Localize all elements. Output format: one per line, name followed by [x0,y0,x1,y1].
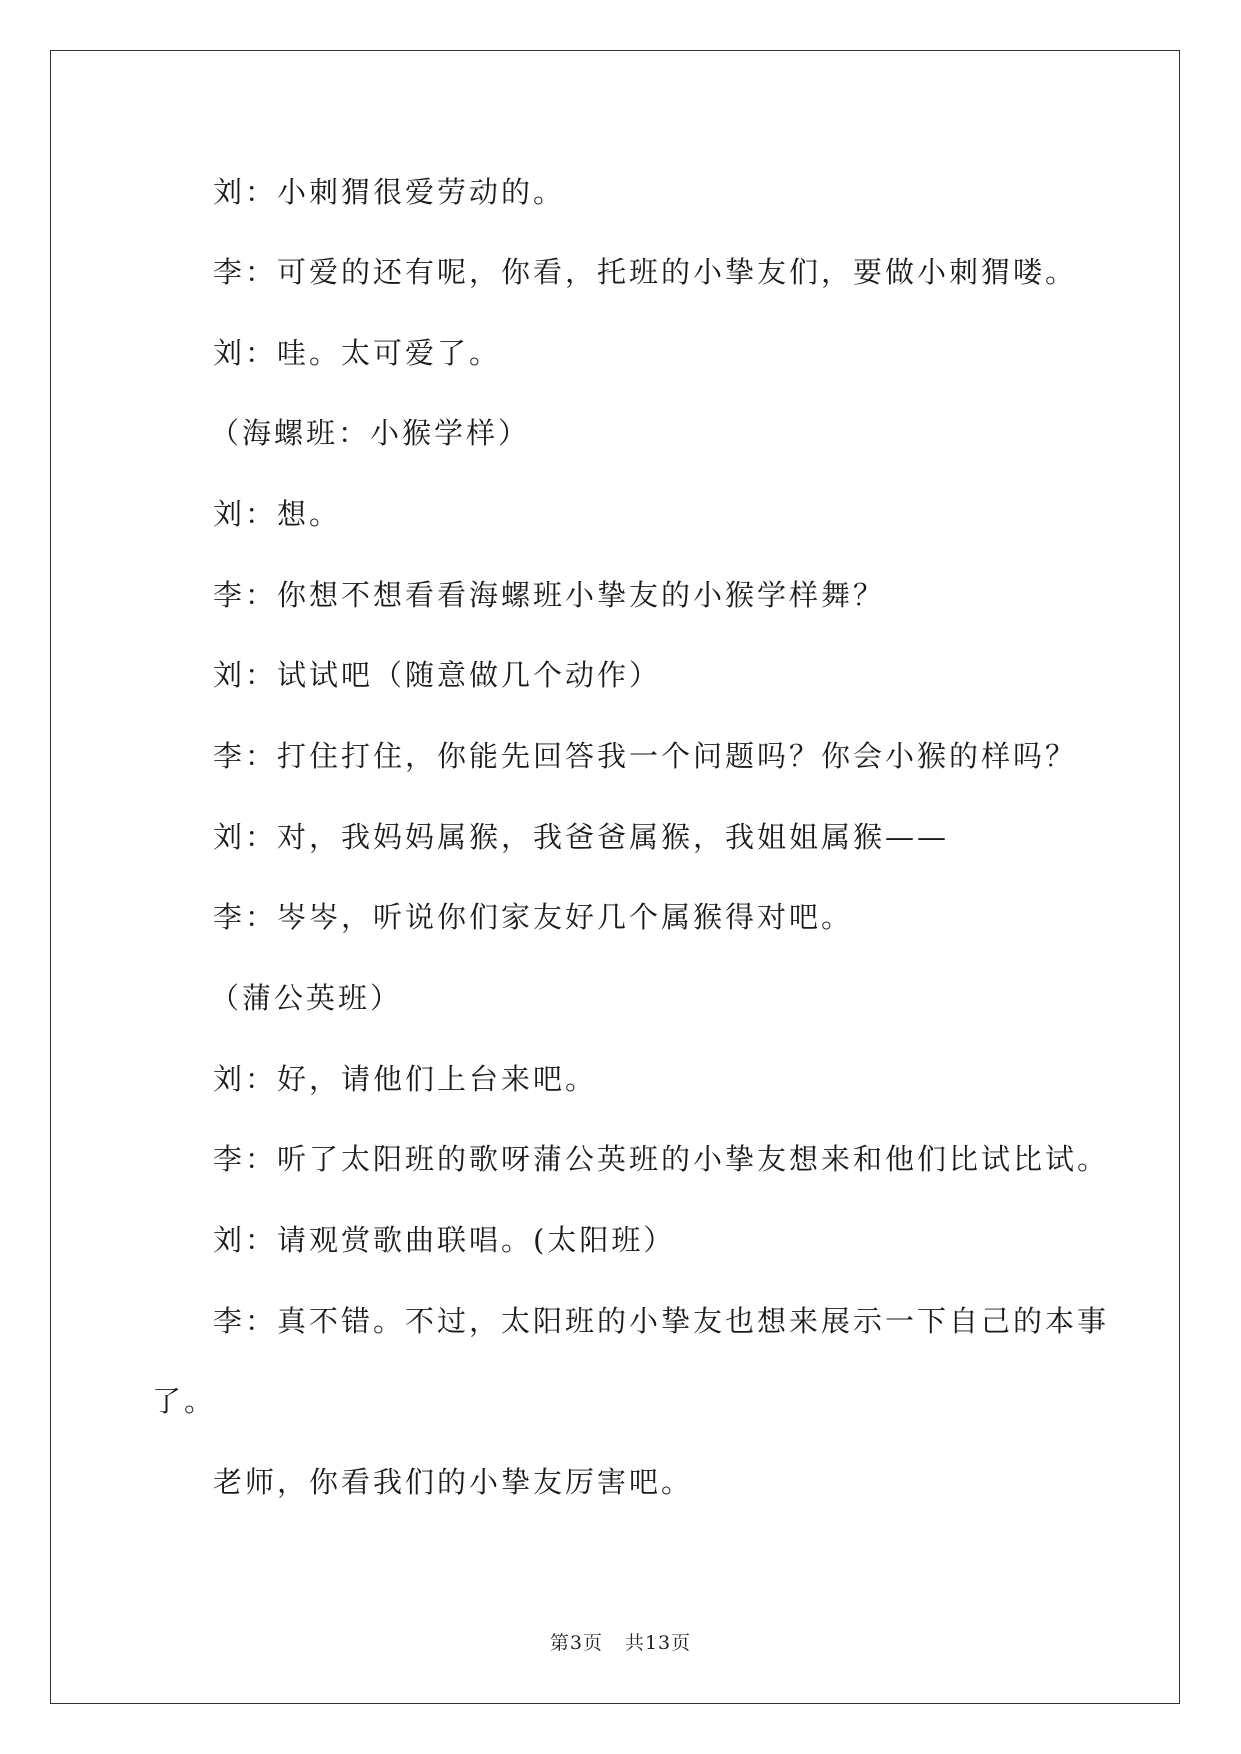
dialogue-line: 李：可爱的还有呢，你看，托班的小挚友们，要做小刺猬喽。 [213,255,1078,289]
page-number: 第3页 [549,1632,603,1654]
dialogue-line: 刘：小刺猬很爱劳动的。 [213,175,566,209]
dialogue-line: 李：打住打住，你能先回答我一个问题吗？你会小猴的样吗？ [213,739,1078,773]
dialogue-line: 李：你想不想看看海螺班小挚友的小猴学样舞？ [213,578,886,612]
dialogue-line: 李：真不错。不过，太阳班的小挚友也想来展示一下自己的本事 [213,1304,1110,1338]
dialogue-line: 刘：好，请他们上台来吧。 [213,1062,598,1096]
dialogue-line: 刘：想。 [213,497,342,531]
dialogue-line: 老师，你看我们的小挚友厉害吧。 [213,1465,694,1499]
section-heading: （海螺班：小猴学样） [210,416,531,450]
dialogue-line: 刘：对，我妈妈属猴，我爸爸属猴，我姐姐属猴—— [213,820,950,854]
page-footer [0,1630,1241,1656]
dialogue-line: 李：岑岑，听说你们家友好几个属猴得对吧。 [213,900,854,934]
dialogue-line: 李：听了太阳班的歌呀蒲公英班的小挚友想来和他们比试比试。 [213,1142,1110,1176]
dialogue-line: 刘：哇。太可爱了。 [213,336,502,370]
section-heading: （蒲公英班） [210,981,403,1015]
page-total: 共13页 [624,1632,692,1654]
dialogue-line-continuation: 了。 [152,1384,217,1418]
dialogue-line: 刘：试试吧（随意做几个动作） [213,658,662,692]
dialogue-line: 刘：请观赏歌曲联唱。(太阳班） [213,1223,676,1257]
